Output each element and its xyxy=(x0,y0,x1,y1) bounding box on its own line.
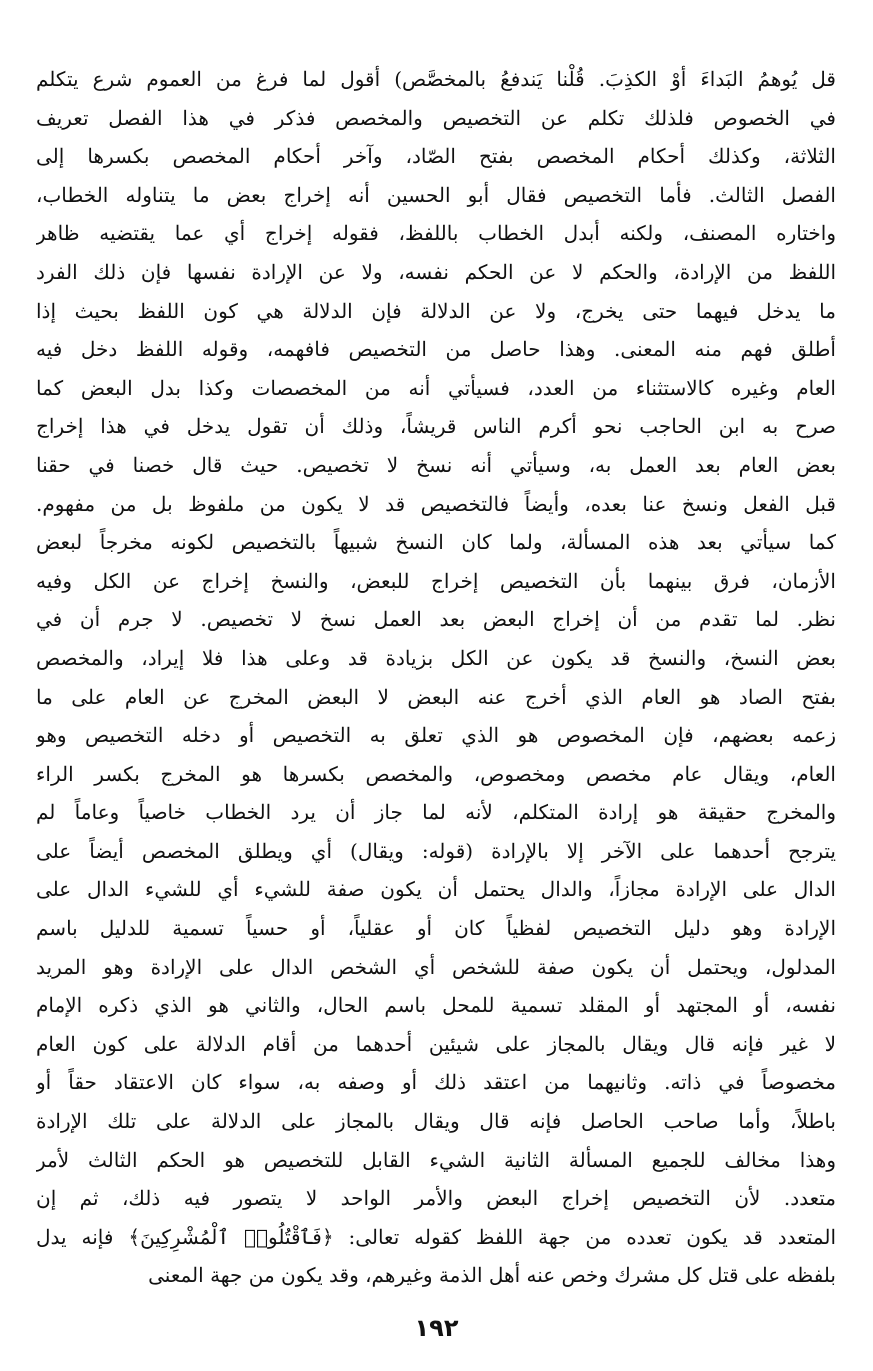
text-line: قبل الفعل ونسخ عنا بعده، وأيضاً فالتخصيص قد لا يكون من ملفوظ بل من مفهوم. xyxy=(36,491,836,516)
text-line: ما يدخل فيهما حتى يخرج، ولا عن الدلالة فإن الدلالة هي كون اللفظ بحيث إذا xyxy=(36,298,836,323)
text-line: المتعدد قد يكون تعدده من جهة اللفظ كقوله تعالى: ﴿فَٱقْتُلُوا۟ ٱلْمُشْرِكِينَ﴾ فإنه يدل xyxy=(36,1224,836,1249)
text-line: مخصوصاً في ذاته. وثانيهما من اعتقد ذلك أو وصفه به، سواء كان الاعتقاد حقاً أو xyxy=(36,1070,836,1095)
text-line: باطلاً، وأما صاحب الحاصل فإنه قال ويقال بالمجاز على الدلالة على تلك الإرادة xyxy=(36,1109,836,1134)
text-line: لا غير فإنه قال ويقال بالمجاز على شيئين أحدهما من أقام الدلالة على كون العام xyxy=(36,1031,836,1056)
text-line: نظر. لما تقدم من أن إخراج البعض بعد العمل نسخ لا تخصيص. لا جرم أن في xyxy=(36,607,836,632)
text-line: العام وغيره كالاستثناء من العدد، فسيأتي أنه من المخصصات وكذا بدل البعض كما xyxy=(36,375,836,400)
text-line: كما سيأتي بعد هذه المسألة، ولما كان النسخ شبيهاً بالتخصيص لكونه مخرجاً لبعض xyxy=(36,530,836,555)
text-line: زعمه بعضهم، فإن المخصوص هو الذي تعلق به التخصيص أو دخله التخصيص وهو xyxy=(36,723,836,748)
text-line: نفسه، أو المجتهد أو المقلد تسمية للمحل باسم الحال، والثاني هو الذي ذكره الإمام xyxy=(36,993,836,1018)
text-line: وهذا مخالف للجميع المسألة الثانية الشيء القابل للتخصيص هو الحكم الثالث لأمر xyxy=(36,1147,836,1172)
text-line: اللفظ من الإرادة، والحكم لا عن الحكم نفسه، ولا عن الإرادة نفسها فإن ذلك الفرد xyxy=(36,259,836,284)
text-line: أطلق فهم منه المعنى. وهذا حاصل من التخصيص فافهمه، وقوله اللفظ دخل فيه xyxy=(36,337,836,362)
text-line: الفصل الثالث. فأما التخصيص فقال أبو الحسين أنه إخراج بعض ما يتناوله الخطاب، xyxy=(36,182,836,207)
text-line: بعض العام بعد العمل به، وسيأتي أنه نسخ لا تخصيص. حيث قال خصنا في حقنا xyxy=(36,452,836,477)
text-line: الدال على الإرادة مجازاً، والدال يحتمل أن يكون صفة للشيء أي للشيء الدال على xyxy=(36,877,836,902)
text-line: والمخرج حقيقة هو إرادة المتكلم، لأنه لما جاز أن يرد الخطاب خاصياً وعاماً لم xyxy=(36,800,836,825)
text-line: بلفظه على قتل كل مشرك وخص عنه أهل الذمة وغيرهم، وقد يكون من جهة المعنى xyxy=(148,1263,836,1288)
text-line: واختاره المصنف، ولكنه أبدل الخطاب باللفظ، فقوله إخراج أي عما يقتضيه ظاهر xyxy=(36,221,836,246)
text-line: المدلول، ويحتمل أن يكون صفة للشخص أي الشخص الدال على الإرادة وهو المريد xyxy=(36,954,836,979)
text-line: بعض النسخ، والنسخ قد يكون عن الكل بزيادة قد وعلى هذا فلا إيراد، والمخصص xyxy=(36,645,836,670)
text-line: العام، ويقال عام مخصص ومخصوص، والمخصص بكسرها هو المخرج بكسر الراء xyxy=(36,761,836,786)
text-line: قل يُوهمُ البَداءَ أوْ الكذِبَ. قُلْنا يَندفعُ بالمخصَّص) أقول لما فرغ من العموم شرع يتكلم xyxy=(36,67,836,91)
text-line: الإرادة وهو دليل التخصيص لفظياً كان أو عقلياً، أو حسياً تسمية للدليل باسم xyxy=(36,916,836,941)
text-line: الأزمان، فرق بينهما بأن التخصيص إخراج للبعض، والنسخ إخراج عن الكل وفيه xyxy=(36,568,836,593)
text-line: الثلاثة، وكذلك أحكام المخصص بفتح الصّاد، وآخر أحكام المخصص بكسرها إلى xyxy=(36,144,836,169)
text-line: يترجح أحدهما على الآخر إلا بالإرادة (قوله: ويقال) أي ويطلق المخصص أيضاً على xyxy=(36,838,836,863)
text-line: بفتح الصاد هو العام الذي أخرج عنه البعض لا البعض المخرج عن العام على ما xyxy=(36,684,836,709)
text-line: في الخصوص فلذلك تكلم عن التخصيص والمخصص فذكر في هذا الفصل تعريف xyxy=(36,105,836,130)
text-line: متعدد. لأن التخصيص إخراج البعض والأمر الواحد لا يتصور فيه ذلك، ثم إن xyxy=(36,1186,836,1211)
page-number: ١٩٢ xyxy=(414,1314,459,1342)
page-body xyxy=(36,60,836,1295)
text-line: صرح به ابن الحاجب نحو أكرم الناس قريشاً، وذلك أن تقول يدخل في هذا إخراج xyxy=(36,414,836,439)
